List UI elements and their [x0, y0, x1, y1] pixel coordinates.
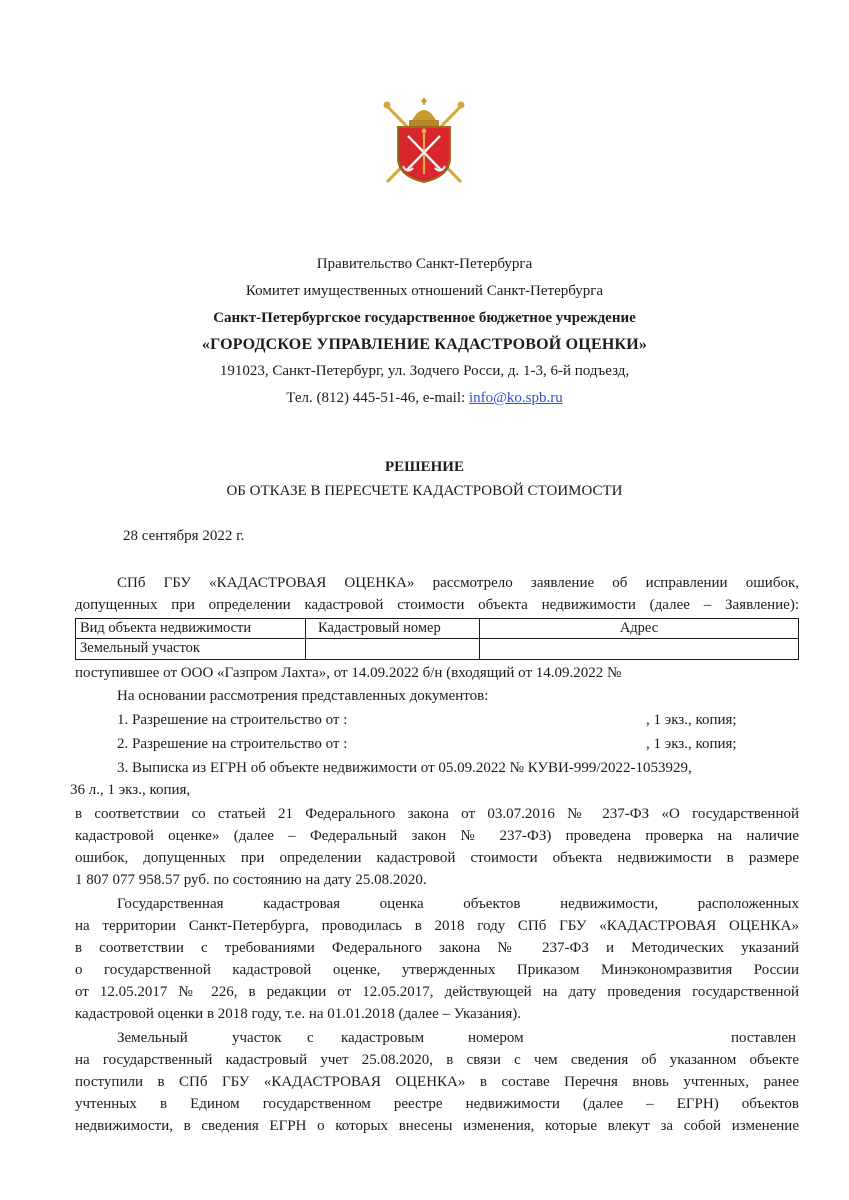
- received-line: поступившее от ООО «Газпром Лахта», от 14.09.2022 б/н (входящий от 14.09.2022 №: [75, 665, 622, 681]
- para1-line-4: 1 807 077 958.57 руб. по состоянию на дату 25.08.2020.: [75, 872, 427, 888]
- table-header-type: Вид объекта недвижимости: [75, 618, 306, 639]
- para3-line-4: учтенных в Едином государственном реестре недвижимости (далее – ЕГРН) объектов: [75, 1096, 799, 1112]
- para1-line-3: ошибок, допущенных при определении кадастровой стоимости объекта недвижимости в размере: [75, 850, 799, 866]
- para2-line-1: Государственная кадастровая оценка объектов недвижимости, расположенных: [117, 896, 799, 912]
- para3-word-4: кадастровым: [341, 1030, 425, 1046]
- para2-line-2: на территории Санкт-Петербурга, проводилась в 2018 году СПб ГБУ «КАДАСТРОВАЯ ОЦЕНКА»: [75, 918, 799, 934]
- table-cell-type: Земельный участок: [75, 638, 306, 660]
- property-table: [75, 618, 799, 660]
- doc-1-details: , 1 экз., копия;: [646, 712, 737, 728]
- header-government: Правительство Санкт-Петербурга: [316, 256, 533, 272]
- basis-line: На основании рассмотрения представленных документов:: [117, 688, 489, 704]
- para3-word-3: с: [307, 1030, 314, 1046]
- doc-2-label: 2. Разрешение на строительство от :: [117, 736, 348, 752]
- doc-2-details: , 1 экз., копия;: [646, 736, 737, 752]
- header-phone: Тел. (812) 445-51-46, e-mail:: [286, 390, 469, 406]
- table-cell-cadastral-number: [305, 638, 480, 660]
- table-header-cadastral-number: Кадастровый номер: [305, 618, 480, 639]
- para2-line-5: от 12.05.2017 № 226, в редакции от 12.05.2017, действующей на дату проведения государственной: [75, 984, 799, 1000]
- header-committee: Комитет имущественных отношений Санкт-Петербурга: [245, 283, 604, 299]
- para3-line-5: недвижимости, в сведения ЕГРН о которых внесены изменения, которые влекут за собой изменение: [75, 1118, 799, 1134]
- intro-line-1: СПб ГБУ «КАДАСТРОВАЯ ОЦЕНКА» рассмотрело заявление об исправлении ошибок,: [117, 575, 799, 591]
- para2-line-6: кадастровой оценки в 2018 году, т.е. на 01.01.2018 (далее – Указания).: [75, 1006, 522, 1022]
- para3-line-3: поступили в СПб ГБУ «КАДАСТРОВАЯ ОЦЕНКА» в составе Перечня вновь учтенных, ранее: [75, 1074, 799, 1090]
- para2-line-3: в соответствии с требованиями Федерального закона № 237-ФЗ и Методических указаний: [75, 940, 799, 956]
- document-date: 28 сентября 2022 г.: [123, 528, 245, 544]
- coat-of-arms-icon: [381, 96, 467, 188]
- para1-line-1: в соответствии со статьей 21 Федерального закона от 03.07.2016 № 237-ФЗ «О государственной: [75, 806, 799, 822]
- doc-1-label: 1. Разрешение на строительство от :: [117, 712, 348, 728]
- doc-3-line-1: 3. Выписка из ЕГРН об объекте недвижимости от 05.09.2022 № КУВИ-999/2022-1053929,: [117, 760, 692, 776]
- para3-line-2: на государственный кадастровый учет 25.08.2020, в связи с чем сведения об указанном объекте: [75, 1052, 799, 1068]
- header-contacts: [0, 389, 849, 408]
- header-institution: Санкт-Петербургское государственное бюджетное учреждение: [213, 310, 636, 326]
- document-subtitle: ОБ ОТКАЗЕ В ПЕРЕСЧЕТЕ КАДАСТРОВОЙ СТОИМОСТИ: [226, 483, 623, 499]
- header-organization-name: «ГОРОДСКОЕ УПРАВЛЕНИЕ КАДАСТРОВОЙ ОЦЕНКИ»: [201, 336, 648, 353]
- table-cell-address: [479, 638, 799, 660]
- para1-line-2: кадастровой оценке» (далее – Федеральный закон № 237-ФЗ) проведена проверка на наличие: [75, 828, 799, 844]
- doc-3-line-2: 36 л., 1 экз., копия,: [70, 782, 191, 798]
- intro-line-2: допущенных при определении кадастровой стоимости объекта недвижимости (далее – Заявление):: [75, 597, 799, 613]
- para3-word-2: участок: [232, 1030, 282, 1046]
- document-title: РЕШЕНИЕ: [385, 459, 464, 475]
- para3-word-6: поставлен: [731, 1030, 797, 1046]
- email-link[interactable]: info@ko.spb.ru: [468, 390, 563, 406]
- table-header-address: Адрес: [479, 618, 799, 639]
- para3-word-5: номером: [468, 1030, 524, 1046]
- para2-line-4: о государственной кадастровой оценке, утвержденных Приказом Минэкономразвития России: [75, 962, 799, 978]
- para3-word-1: Земельный: [117, 1030, 188, 1046]
- header-address: 191023, Санкт-Петербург, ул. Зодчего Росси, д. 1-3, 6-й подъезд,: [219, 363, 630, 379]
